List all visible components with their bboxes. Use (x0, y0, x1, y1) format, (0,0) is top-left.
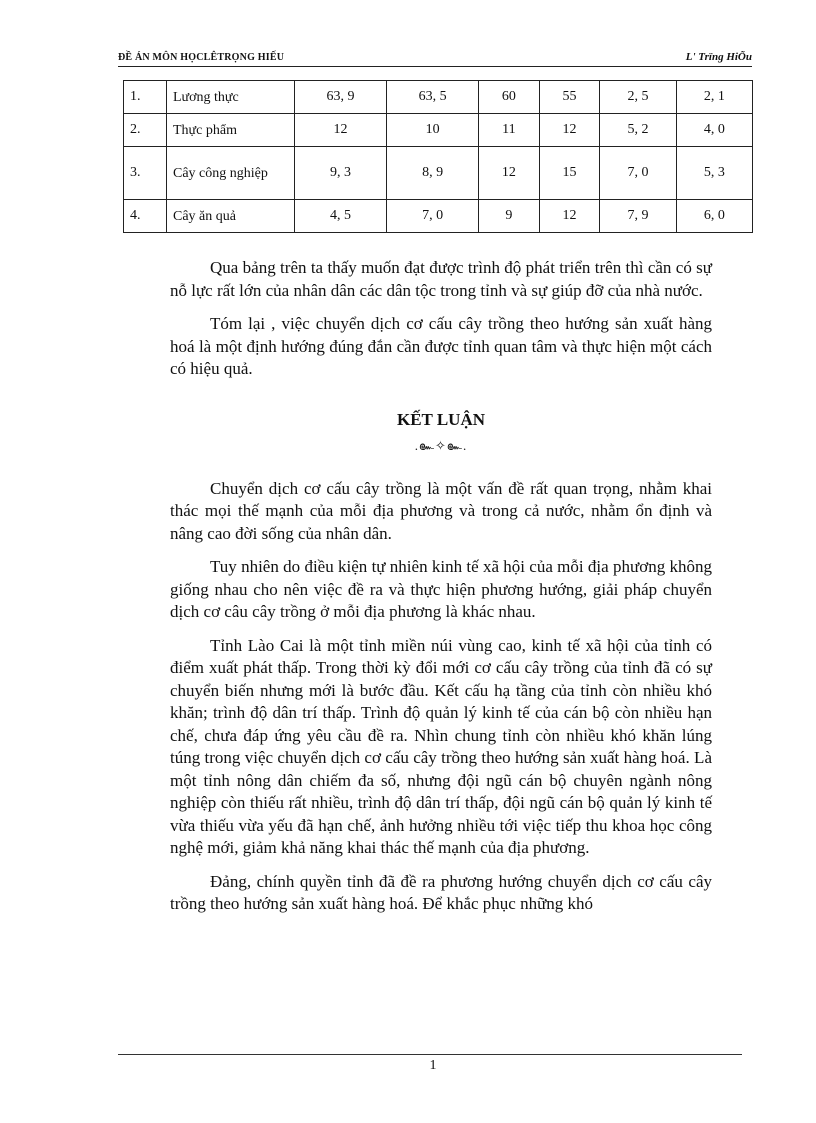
header-author: L' Trïng HiÕu (685, 51, 752, 63)
table-cell: 55 (539, 81, 600, 114)
row-category: Lương thực (167, 81, 295, 114)
table-cell: 6, 0 (676, 200, 752, 233)
row-index: 2. (124, 114, 167, 147)
body-text (170, 257, 712, 927)
table-cell: 8, 9 (387, 147, 479, 200)
table-cell: 15 (539, 147, 600, 200)
table-row (124, 81, 753, 114)
table-cell: 9 (479, 200, 540, 233)
table-row (124, 147, 753, 200)
page-number: 1 (429, 1058, 437, 1073)
row-category: Cây công nghiệp (167, 147, 295, 200)
table-cell: 5, 3 (676, 147, 752, 200)
paragraph: Tóm lại , việc chuyển dịch cơ cấu cây trồng theo hướng sản xuất hàng hoá là một định hướng đúng đắn cần được tỉnh quan tâm và thực hiện một cách có hiệu quả. (170, 314, 712, 378)
row-index: 1. (124, 81, 167, 114)
row-index: 4. (124, 200, 167, 233)
row-index: 3. (124, 147, 167, 200)
table-cell: 60 (479, 81, 540, 114)
table-cell: 12 (295, 114, 387, 147)
table-cell: 5, 2 (600, 114, 676, 147)
table-cell: 10 (387, 114, 479, 147)
table-cell: 12 (479, 147, 540, 200)
table-cell: 63, 5 (387, 81, 479, 114)
table-cell: 2, 1 (676, 81, 752, 114)
table-cell: 9, 3 (295, 147, 387, 200)
ornament-divider: .๛✧๛. (414, 438, 468, 453)
paragraph: Qua bảng trên ta thấy muốn đạt được trình độ phát triển trên thì cần có sự nỗ lực rất lớn của nhân dân các dân tộc trong tỉnh và sự giúp đỡ của nhà nước. (170, 258, 712, 300)
paragraph: Tỉnh Lào Cai là một tỉnh miền núi vùng cao, kinh tế xã hội của tỉnh có điểm xuất phát thấp. Trong thời kỳ đổi mới cơ cấu cây trồng của tỉnh đã có sự chuyển biến nhưng mới là bước đầu. Kết cấu hạ tầng của tỉnh còn nhiều khó khăn; trình độ dân trí thấp. Trình độ quản lý kinh tế của cán bộ còn nhiều hạn chế, chưa đáp ứng yêu cầu đề ra. Nhìn chung tỉnh còn nhiều khó khăn lúng túng trong việc chuyển dịch cơ cấu cây trồng theo hướng sản xuất hàng hoá. Là một tỉnh nông dân chiếm đa số, nhưng đội ngũ cán bộ chuyên ngành nông nghiệp còn thiếu rất nhiều, trình độ dân trí thấp, đội ngũ cán bộ quản lý kinh tế vừa thiếu vừa yếu đã hạn chế, ảnh hưởng nhiều tới việc tiếp thu khoa học công nghệ mới, giảm khả năng khai thác thế mạnh của địa phương. (170, 635, 712, 857)
section-heading: KẾT LUẬN (396, 409, 485, 429)
paragraph: Chuyển dịch cơ cấu cây trồng là một vấn đề rất quan trọng, nhằm khai thác mọi thế mạnh của mỗi địa phương và trong cả nước, nhằm ổn định và nâng cao đời sống của nhân dân. (170, 478, 712, 543)
table-cell: 4, 0 (676, 114, 752, 147)
table-cell: 7, 9 (600, 200, 676, 233)
table-cell: 63, 9 (295, 81, 387, 114)
table-cell: 2, 5 (600, 81, 676, 114)
table-cell: 7, 0 (600, 147, 676, 200)
paragraph: Đảng, chính quyền tỉnh đã đề ra phương hướng chuyển dịch cơ cấu cây trồng theo hướng sản xuất hàng hoá. Để khắc phục những khó (170, 871, 712, 913)
table-cell: 12 (539, 114, 600, 147)
table-row (124, 200, 753, 233)
paragraph: Tuy nhiên do điều kiện tự nhiên kinh tế xã hội của mỗi địa phương không giống nhau cho nên việc đề ra và thực hiện phương hướng, giải pháp chuyển dịch cơ câu cây trồng ở mỗi địa phương là khác nhau. (170, 557, 712, 621)
table-cell: 7, 0 (387, 200, 479, 233)
row-category: Cây ăn quả (167, 200, 295, 233)
header-title: ĐỀ ÁN MÔN HỌCLÊTRỌNG HIẾU (118, 52, 285, 63)
footer-divider (118, 1054, 742, 1055)
table-cell: 4, 5 (295, 200, 387, 233)
table-cell: 12 (539, 200, 600, 233)
table-cell: 11 (479, 114, 540, 147)
page-header (118, 48, 752, 67)
row-category: Thực phẩm (167, 114, 295, 147)
table-row (124, 114, 753, 147)
data-table (123, 80, 753, 233)
